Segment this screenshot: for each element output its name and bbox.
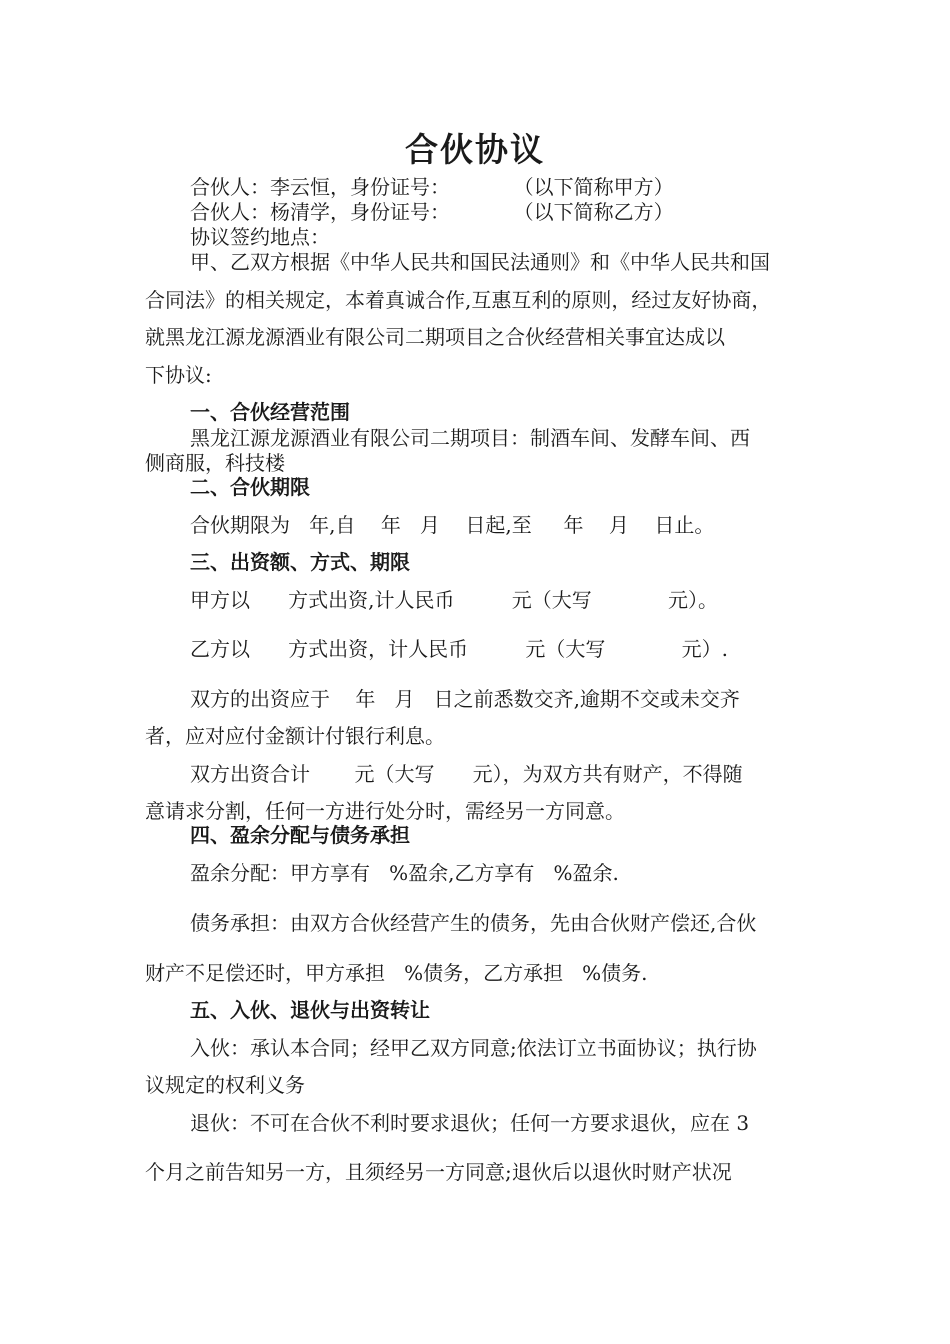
- term-text-line: 合伙期限为 年,自 年 月 日起,至 年 月 日止。: [190, 513, 715, 537]
- scope-text-line: 黑龙江源龙源酒业有限公司二期项目：制酒车间、发酵车间、西: [190, 426, 750, 450]
- section-heading-scope: 一、合伙经营范围: [190, 400, 350, 424]
- preamble-line: 下协议:: [145, 363, 212, 387]
- signing-location-line: 协议签约地点：: [190, 225, 330, 249]
- preamble-line: 甲、乙双方根据《中华人民共和国民法通则》和《中华人民共和国: [190, 250, 770, 274]
- contribution-b-line: 乙方以 方式出资，计人民币 元（大写 元）.: [190, 637, 729, 661]
- contribution-total-line: 意请求分割，任何一方进行处分时，需经另一方同意。: [145, 799, 625, 823]
- partner-a-line: 合伙人：李云恒，身份证号： （以下简称甲方）: [190, 175, 674, 199]
- admission-line: 入伙：承认本合同；经甲乙双方同意;依法订立书面协议；执行协: [190, 1036, 757, 1060]
- contribution-total-line: 双方出资合计 元（大写 元），为双方共有财产，不得随: [190, 762, 743, 786]
- scope-text-line: 侧商服，科技楼: [145, 451, 285, 475]
- contribution-deadline-line: 双方的出资应于 年 月 日之前悉数交齐,逾期不交或未交齐: [190, 687, 740, 711]
- contribution-deadline-line: 者，应对应付金额计付银行利息。: [145, 724, 445, 748]
- partner-b-line: 合伙人：杨清学，身份证号： （以下简称乙方）: [190, 200, 674, 224]
- section-heading-term: 二、合伙期限: [190, 475, 310, 499]
- section-heading-profit-debt: 四、盈余分配与债务承担: [190, 823, 410, 847]
- profit-line: 盈余分配：甲方享有 %盈余,乙方享有 %盈余.: [190, 861, 619, 885]
- preamble-line: 合同法》的相关规定，本着真诚合作,互惠互利的原则，经过友好协商，: [145, 288, 772, 312]
- admission-line: 议规定的权利义务: [145, 1073, 305, 1097]
- document-title: 合伙协议: [405, 130, 545, 169]
- preamble-line: 就黑龙江源龙源酒业有限公司二期项目之合伙经营相关事宜达成以: [145, 325, 725, 349]
- section-heading-admission-withdrawal: 五、入伙、退伙与出资转让: [190, 998, 430, 1022]
- contribution-a-line: 甲方以 方式出资,计人民币 元（大写 元）。: [190, 588, 719, 612]
- withdrawal-line: 个月之前告知另一方，且须经另一方同意;退伙后以退伙时财产状况: [145, 1160, 732, 1184]
- debt-line: 债务承担：由双方合伙经营产生的债务，先由合伙财产偿还,合伙: [190, 911, 757, 935]
- section-heading-contribution: 三、出资额、方式、期限: [190, 550, 410, 574]
- withdrawal-line: 退伙：不可在合伙不利时要求退伙；任何一方要求退伙，应在 3: [190, 1111, 750, 1135]
- debt-line: 财产不足偿还时，甲方承担 %债务，乙方承担 %债务.: [145, 961, 648, 985]
